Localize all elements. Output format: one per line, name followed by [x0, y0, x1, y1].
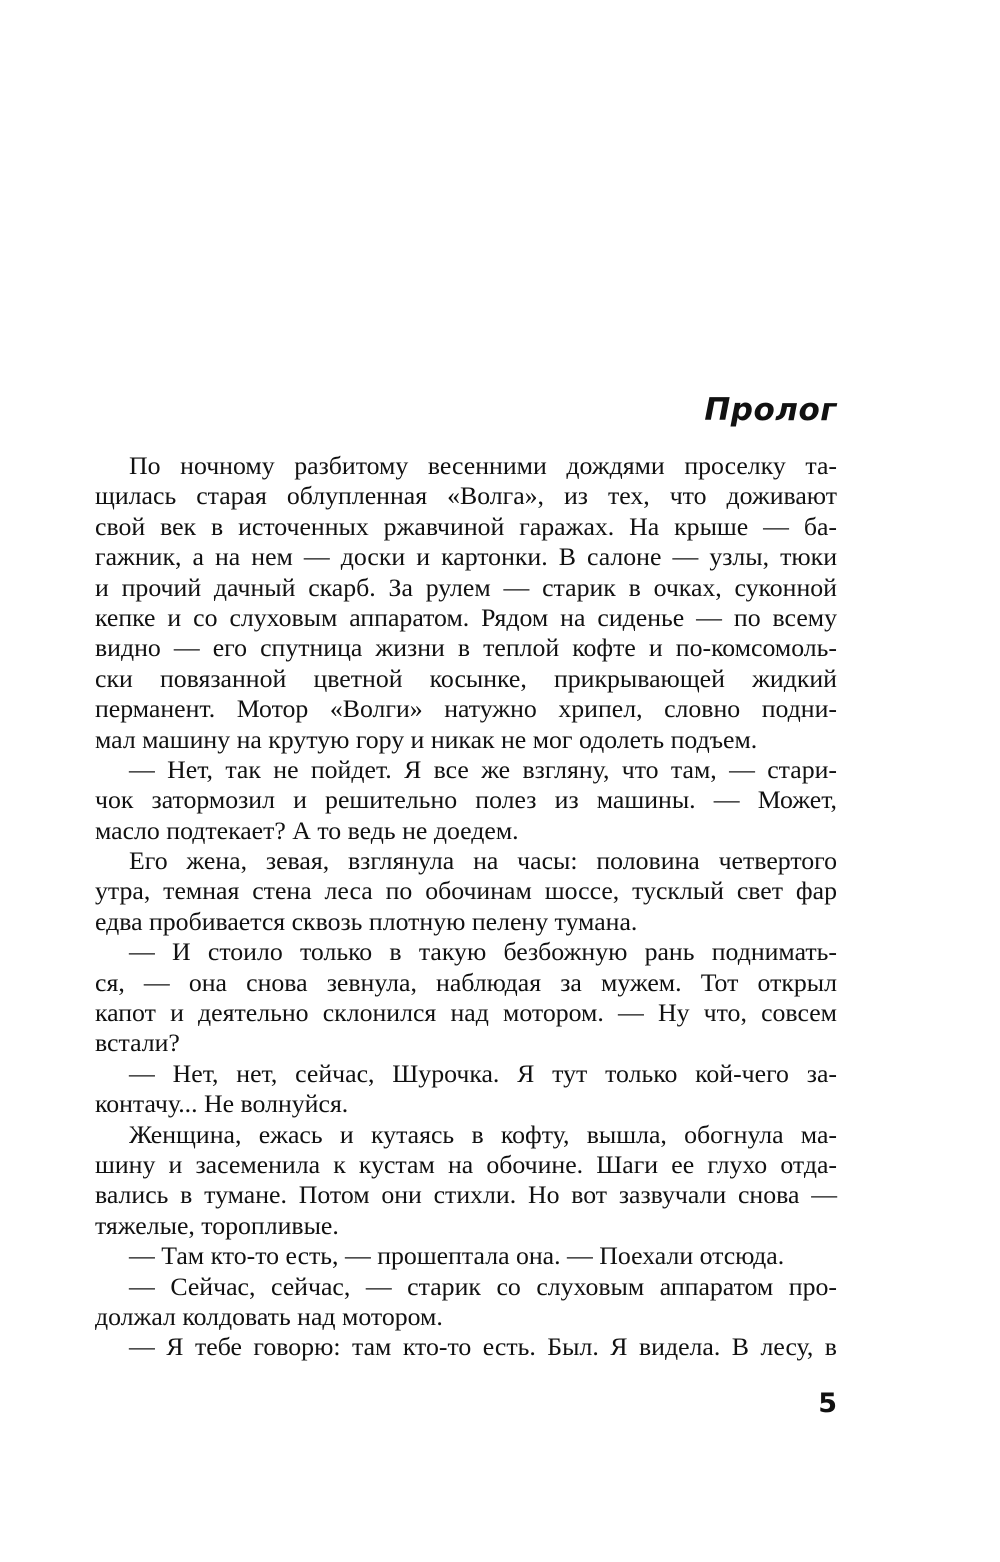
page-number: 5	[818, 1388, 837, 1419]
text-line: ся, — она снова зевнула, наблюдая за мужем. Тот открыл	[95, 967, 837, 997]
text-line: свой век в источенных ржавчиной гаражах. На крыше — ба-	[95, 511, 837, 541]
chapter-title: Пролог	[704, 392, 837, 428]
text-line: ски повязанной цветной косынке, прикрывающей жидкий	[95, 663, 837, 693]
text-line: капот и деятельно склонился над мотором. — Ну что, совсем	[95, 998, 837, 1028]
text-line: гажник, а на нем — доски и картонки. В салоне — узлы, тюки	[95, 542, 837, 572]
text-line: масло подтекает? А то ведь не доедем.	[95, 815, 519, 845]
text-line: видно — его спутница жизни в теплой кофте и по-комсомоль-	[95, 633, 837, 663]
text-line: — Я тебе говорю: там кто-то есть. Был. Я видела. В лесу, в	[129, 1332, 837, 1362]
text-line: По ночному разбитому весенними дождями проселку та-	[129, 451, 837, 480]
text-line: утра, темная стена леса по обочинам шоссе, тусклый свет фар	[95, 876, 837, 906]
text-line: — И стоило только в такую безбожную рань поднимать-	[129, 937, 837, 967]
text-line: — Нет, так не пойдет. Я все же взгляну, что там, — стари-	[129, 754, 837, 784]
text-line: чок затормозил и решительно полез из машины. — Может,	[95, 785, 837, 815]
body-text	[95, 451, 837, 1363]
text-line: и прочий дачный скарб. За рулем — старик в очках, суконной	[95, 572, 837, 602]
text-line: шину и засеменила к кустам на обочине. Шаги ее глухо отда-	[95, 1149, 837, 1179]
text-line: контачу... Не волнуйся.	[95, 1089, 349, 1119]
text-line: — Сейчас, сейчас, — старик со слуховым аппаратом про-	[129, 1271, 837, 1301]
text-line: должал колдовать над мотором.	[95, 1301, 443, 1331]
text-line: перманент. Мотор «Волги» натужно хрипел, словно подни-	[95, 694, 837, 724]
text-line: Женщина, ежась и кутаясь в кофту, вышла, обогнула ма-	[129, 1119, 837, 1149]
text-line: кепке и со слуховым аппаратом. Рядом на сиденье — по всему	[95, 602, 837, 632]
text-line: — Нет, нет, сейчас, Шурочка. Я тут только кой-чего за-	[129, 1058, 837, 1088]
text-line: встали?	[95, 1028, 180, 1058]
text-line: вались в тумане. Потом они стихли. Но вот зазвучали снова —	[95, 1180, 837, 1210]
text-line: Его жена, зевая, взглянула на часы: половина четвертого	[129, 846, 837, 876]
text-line: — Там кто-то есть, — прошептала она. — Поехали отсюда.	[129, 1241, 785, 1271]
text-line: мал машину на крутую гору и никак не мог одолеть подъем.	[95, 724, 758, 754]
text-line: щилась старая облупленная «Волга», из тех, что доживают	[95, 481, 837, 511]
text-line: едва пробивается сквозь плотную пелену тумана.	[95, 906, 638, 936]
text-line: тяжелые, торопливые.	[95, 1210, 339, 1240]
